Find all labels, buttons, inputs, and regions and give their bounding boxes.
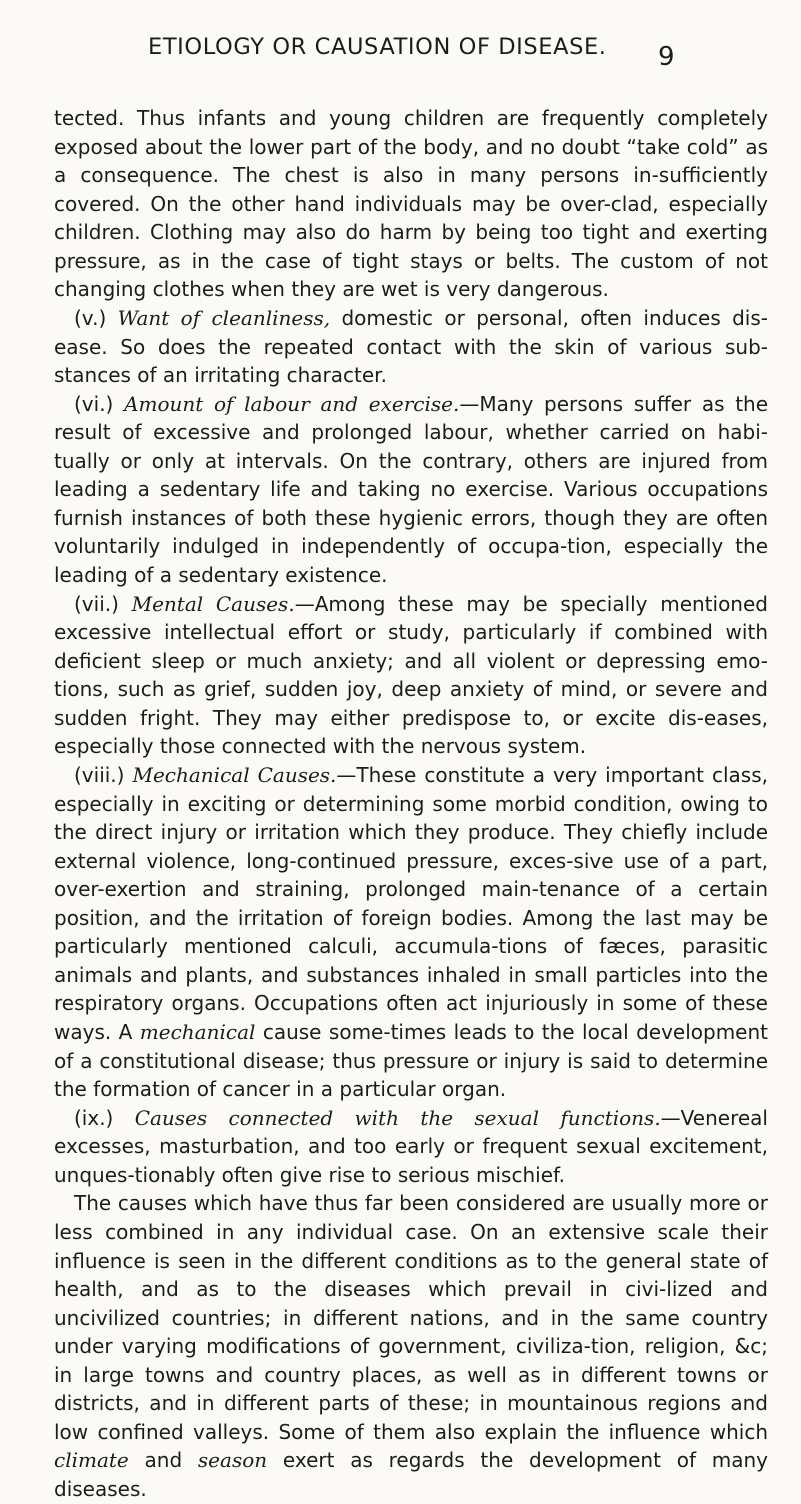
italic-run: season (197, 1448, 268, 1473)
text-run: tected. Thus infants and young children are frequently completely exposed about the lower part of the body, and no doubt “take cold” as a consequence. The chest is also in many persons in-sufficiently covered. On the other hand individuals may be over-clad, especially children. Clothing may also do harm by being too tight and exerting pressure, as in the case of tight stays or belts. The custom of not changing clothes when they are wet is very dangerous. (54, 106, 768, 302)
text-run: —These constitute a very important class, especially in exciting or determining some morbid condition, owing to the direct injury or irritation which they produce. They chiefly include external violence, long-continued pressure, exces-sive use of a part, over-exertion and straining, prolonged main-tenance of a certain position, and the irritation of foreign bodies. Among the last may be particularly mentioned calculi, accumula-tions of fæces, parasitic animals and plants, and substances inhaled in small particles into the respiratory organs. Occupations often act injuriously in some of these ways. A (54, 762, 768, 1044)
text-run: —Among these may be specially mentioned excessive intellectual effort or study, particularly if combined with deficient sleep or much anxiety; and all violent or depressing emo-tions, such as grief, sudden joy, deep anxiety of mind, or severe and sudden fright. They may either predispose to, or excite dis-eases, especially those connected with the nervous system. (54, 591, 768, 759)
paragraph (54, 104, 768, 304)
text-run: (vii.) (74, 591, 132, 616)
text-run: domestic or personal, often induces dis-ease. So does the repeated contact with the skin of various sub-stances of an irritating character. (54, 305, 769, 388)
paragraph (54, 1104, 768, 1190)
text-run: —Venereal excesses, masturbation, and too early or frequent sexual excitement, unques-tionably often give rise to serious mischief. (54, 1105, 768, 1187)
italic-run: Mental Causes. (131, 591, 295, 616)
paragraph (54, 590, 768, 761)
paragraph (54, 761, 768, 1104)
text-run: The causes which have thus far been considered are usually more or less combined in any individual case. On an extensive scale their influence is seen in the different conditions as to the general state of health, and as to the diseases which prevail in civi-lized and uncivilized countries; in different nations, and in the same country under varying modifications of government, civiliza-tion, religion, &c; in large towns and country places, as well as in different towns or districts, and in different parts of these; in mountainous regions and low confined valleys. Some of them also explain the influence which (54, 1191, 768, 1444)
italic-run: climate (54, 1448, 129, 1473)
paragraph (54, 1189, 768, 1503)
italic-run: Causes connected with the sexual functions. (134, 1105, 661, 1130)
body-text (54, 104, 768, 1504)
paragraph (54, 390, 768, 590)
running-head: ETIOLOGY OR CAUSATION OF DISEASE. (148, 34, 607, 60)
text-run: cause some-times leads to the local development of a constitutional disease; thus pressure or injury is said to determine the formation of cancer in a particular organ. (54, 1020, 769, 1102)
page-header (0, 34, 801, 74)
italic-run: mechanical (139, 1020, 256, 1044)
text-run: (ix.) (74, 1105, 135, 1130)
text-run: (vi.) (74, 391, 125, 416)
text-run: (viii.) (74, 762, 133, 787)
paragraph (54, 304, 768, 390)
page-number: 9 (658, 42, 675, 72)
text-run: —Many persons suffer as the result of excessive and prolonged labour, whether carried on habi-tually or only at intervals. On the contrary, others are injured from leading a sedentary life and taking no exercise. Various occupations furnish instances of both these hygienic errors, though they are often voluntarily indulged in independently of occupa-tion, especially the leading of a sedentary existence. (54, 391, 769, 587)
italic-run: Amount of labour and exercise. (124, 391, 460, 416)
italic-run: Mechanical Causes. (132, 762, 337, 787)
text-run: (v.) (74, 305, 118, 330)
text-run: and (128, 1448, 198, 1473)
italic-run: Want of cleanliness, (117, 305, 331, 330)
text-run: exert as regards the development of many diseases. (54, 1448, 769, 1501)
